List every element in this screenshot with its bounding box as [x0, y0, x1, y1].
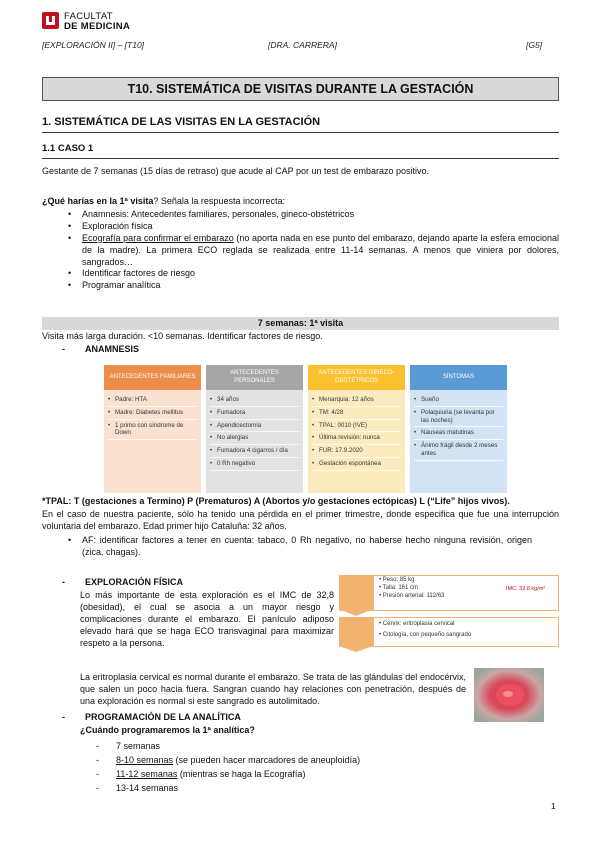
list-item: • Fumadora 4 cigarros / día — [210, 445, 299, 458]
group-label: [G5] — [526, 40, 543, 50]
list-item: • TPAL: 0010 (IVE) — [312, 420, 401, 433]
list-item: • Apendicectomía — [210, 420, 299, 433]
list-item: • Última revisión: nunca — [312, 432, 401, 445]
cervix-findings-box — [373, 617, 559, 647]
options-list — [62, 209, 559, 292]
column-header: ANTECEDENTES FAMILIARES — [104, 365, 201, 390]
column-header: ANTECEDENTES GINECO-OBSTÉTRICOS — [308, 365, 405, 390]
analitica-heading: - PROGRAMACIÓN DE LA ANALÍTICA — [62, 712, 241, 722]
tpal-explanation: En el caso de nuestra paciente, sólo ha tenido una pérdida en el primer trimestre, donde especifica que fue una interrupción voluntaria del embarazo. Edad primer hijo Cataluña: 32 años. — [42, 509, 559, 531]
list-item: • Talla: 161 cm — [379, 584, 419, 591]
list-item: • Polaquiuria (se levanta por las noches) — [414, 407, 503, 428]
list-item: • Peso: 85 kg — [379, 577, 415, 583]
flow-arrow-tip-1 — [339, 609, 373, 616]
column-header: ANTECEDENTES PERSONALES — [206, 365, 303, 390]
professor-label: [DRA. CARRERA] — [268, 40, 337, 50]
subsection-heading: 1.1 CASO 1 — [42, 143, 559, 159]
list-item: • Náuseas matutinas — [414, 427, 503, 440]
list-item: • Gestación espontánea — [312, 458, 401, 471]
visit-description: Visita más larga duración. <10 semanas. Identificar factores de riesgo. — [42, 331, 323, 341]
list-item: - 13-14 semanas — [96, 782, 179, 793]
list-item: • Ánimo frágil desde 2 meses antes — [414, 440, 503, 461]
case-description: Gestante de 7 semanas (15 días de retraso) que acude al CAP por un test de embarazo positivo. — [42, 166, 430, 176]
list-item: • Menarquia: 12 años — [312, 394, 401, 407]
list-item: • 34 años — [210, 394, 299, 407]
question-first-visit — [42, 196, 559, 208]
list-item: - 8-10 semanas (se pueden hacer marcadores de aneuploidía) — [96, 754, 361, 765]
list-item: • Presión arterial: 112/63 — [379, 592, 445, 599]
column-header: SÍNTOMAS — [410, 365, 507, 390]
cervix-photo — [474, 668, 544, 722]
list-item: • Sueño — [414, 394, 503, 407]
list-item: • Cérvix: eritroplasia cervical — [379, 621, 455, 627]
flow-arrow-tip-2 — [339, 646, 373, 652]
page-number: 1 — [551, 801, 556, 811]
diagram-column-personal — [206, 365, 303, 493]
tpal-definition: *TPAL: T (gestaciones a Termino) P (Prematuros) A (Abortos y/o gestaciones ectópicas) L (“Life” hijos vivos). — [42, 496, 510, 506]
list-item: • Programar analítica — [62, 280, 559, 292]
flow-arrow-2 — [339, 617, 373, 647]
faculty-name-line2: DE MEDICINA — [64, 21, 131, 32]
document-title: T10. SISTEMÁTICA DE VISITAS DURANTE LA GESTACIÓN — [42, 77, 559, 101]
exploracion-heading: - EXPLORACIÓN FÍSICA — [62, 577, 184, 587]
analitica-question: ¿Cuándo programaremos la 1ª analítica? — [80, 725, 255, 735]
diagram-column-symptoms — [410, 365, 507, 493]
list-item: • Fumadora — [210, 407, 299, 420]
faculty-name-line1: FACULTAT — [64, 11, 113, 22]
exploracion-text: Lo más importante de esta exploración es el IMC de 32,8 (obesidad), el cual se asocia a un mayor riesgo y complicaciones durante el embarazo. El panículo adiposo elevado hará que se haga ECO transvaginal para maximizar respeto a la persona. — [80, 590, 334, 648]
list-item: • No alergias — [210, 432, 299, 445]
faculty-logo — [42, 12, 59, 29]
list-item: • Exploración física — [62, 221, 559, 233]
option-explanation: (no aporta nada en ese punto del embarazo, dejando aparte la esfera emocional de la madre). La primera ECO reglada se realizada entre 11-14 semanas. A menos que viniera por dolores, sangrados… — [82, 232, 559, 267]
imc-value: IMC: 32.8 kg/m² — [506, 586, 546, 592]
flow-arrow-1 — [339, 575, 373, 611]
list-item: • Citología, con pequeño sangrado — [379, 631, 472, 638]
question-bold: ¿Qué harías en la 1ª visita — [42, 196, 154, 206]
visit-bar: 7 semanas: 1ª visita — [42, 317, 559, 330]
incorrect-option: Ecografía para confirmar el embarazo — [82, 232, 234, 243]
list-item: • Padre: HTA — [108, 394, 197, 407]
list-item: - 7 semanas — [96, 741, 161, 751]
anamnesis-heading: - ANAMNESIS — [62, 344, 140, 354]
af-note — [62, 535, 532, 559]
list-item: • Anamnesis: Antecedentes familiares, personales, gineco-obstétricos — [62, 209, 559, 221]
analitica-options — [96, 740, 496, 796]
question-rest: ? Señala la respuesta incorrecta: — [153, 196, 285, 206]
list-item: • TM: 4/28 — [312, 407, 401, 420]
list-item: • Madre: Diabetes mellitus — [108, 407, 197, 420]
eritroplasia-text: La eritroplasia cervical es normal durante el embarazo. Se trata de las glándulas del endocérvix, que salen un poco hacia fuera. Sangran cuando hay relaciones con penetración, después de una exploración es normal si este sangrado es autolimitado. — [80, 672, 466, 706]
diagram-column-gyneco — [308, 365, 405, 493]
course-label: [EXPLORACIÓN II] – [T10] — [42, 40, 145, 50]
list-item: • 0 Rh negativo — [210, 458, 299, 471]
diagram-column-family — [104, 365, 201, 493]
list-item: • FUR: 17.9.2020 — [312, 445, 401, 458]
list-item: • 1 primo con síndrome de Down — [108, 420, 197, 441]
list-item: • AF: identificar factores a tener en cuenta: tabaco, 0 Rh negativo, no haberse hecho ninguna revisión, origen (zica, chagas). — [62, 535, 532, 559]
list-item: - 11-12 semanas (mientras se haga la Ecografía) — [96, 768, 306, 779]
section-heading: 1. SISTEMÁTICA DE LAS VISITAS EN LA GESTACIÓN — [42, 115, 559, 133]
list-item — [62, 233, 559, 269]
list-item: • Identificar factores de riesgo — [62, 268, 559, 280]
